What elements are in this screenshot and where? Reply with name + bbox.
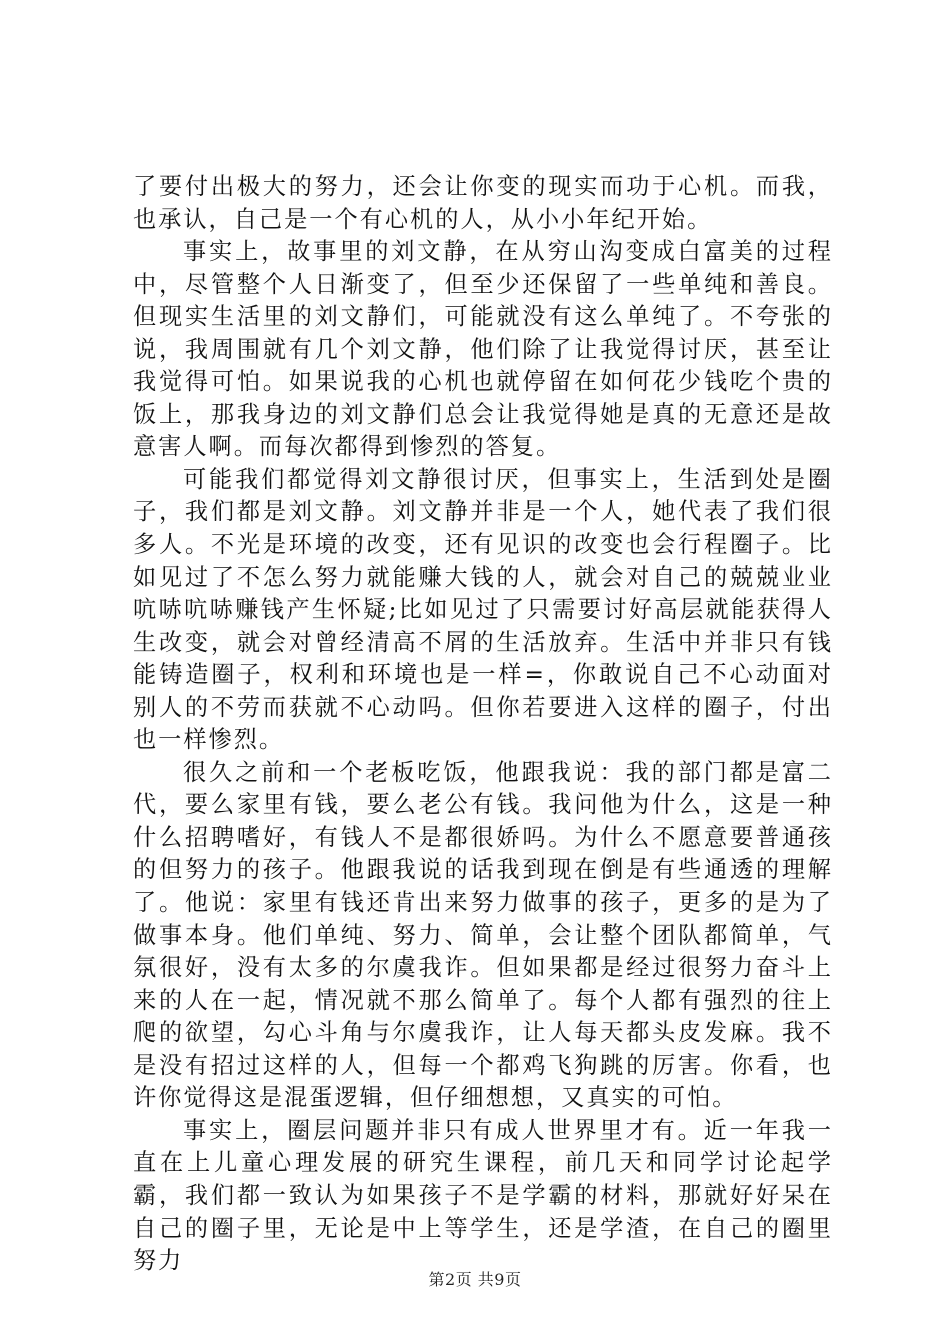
page-number-footer: 第2页 共9页	[428, 1270, 522, 1289]
paragraph-continuation: 了要付出极大的努力，还会让你变的现实而功于心机。而我，也承认，自己是一个有心机的人，从小小年纪开始。	[133, 173, 833, 233]
paragraph: 事实上，故事里的刘文静，在从穷山沟变成白富美的过程中，尽管整个人日渐变了，但至少还保留了一些单纯和善良。但现实生活里的刘文静们，可能就没有这么单纯了。不夸张的说，我周围就有几个刘文静，他们除了让我觉得讨厌，甚至让我觉得可怕。如果说我的心机也就停留在如何花少钱吃个贵的饭上，那我身边的刘文静们总会让我觉得她是真的无意还是故意害人啊。而每次都得到惨烈的答复。	[133, 238, 833, 461]
paragraph: 事实上，圈层问题并非只有成人世界里才有。近一年我一直在上儿童心理发展的研究生课程，前几天和同学讨论起学霸，我们都一致认为如果孩子不是学霸的材料，那就好好呆在自己的圈子里，无论是中上等学生，还是学渣，在自己的圈里努力	[133, 1116, 833, 1275]
paragraph: 很久之前和一个老板吃饭，他跟我说：我的部门都是富二代，要么家里有钱，要么老公有钱。我问他为什么，这是一种什么招聘嗜好，有钱人不是都很娇吗。为什么不愿意要普通孩的但努力的孩子。他跟我说的话我到现在倒是有些通透的理解了。他说：家里有钱还肯出来努力做事的孩子，更多的是为了做事本身。他们单纯、努力、简单，会让整个团队都简单，气氛很好，没有太多的尔虞我诈。但如果都是经过很努力奋斗上来的人在一起，情况就不那么简单了。每个人都有强烈的往上爬的欲望，勾心斗角与尔虞我诈，让人每天都头皮发麻。我不是没有招过这样的人，但每一个都鸡飞狗跳的厉害。你看，也许你觉得这是混蛋逻辑，但仔细想想，又真实的可怕。	[133, 758, 833, 1112]
body-text	[133, 171, 833, 1278]
paragraph: 可能我们都觉得刘文静很讨厌，但事实上，生活到处是圈子，我们都是刘文静。刘文静并非是一个人，她代表了我们很多人。不光是环境的改变，还有见识的改变也会行程圈子。比如见过了不怎么努力就能赚大钱的人，就会对自己的兢兢业业吭哧吭哧赚钱产生怀疑;比如见过了只需要讨好高层就能获得人生改变，就会对曾经清高不屑的生活放弃。生活中并非只有钱能铸造圈子，权利和环境也是一样=，你敢说自己不心动面对别人的不劳而获就不心动吗。但你若要进入这样的圈子，付出也一样惨烈。	[133, 465, 833, 754]
